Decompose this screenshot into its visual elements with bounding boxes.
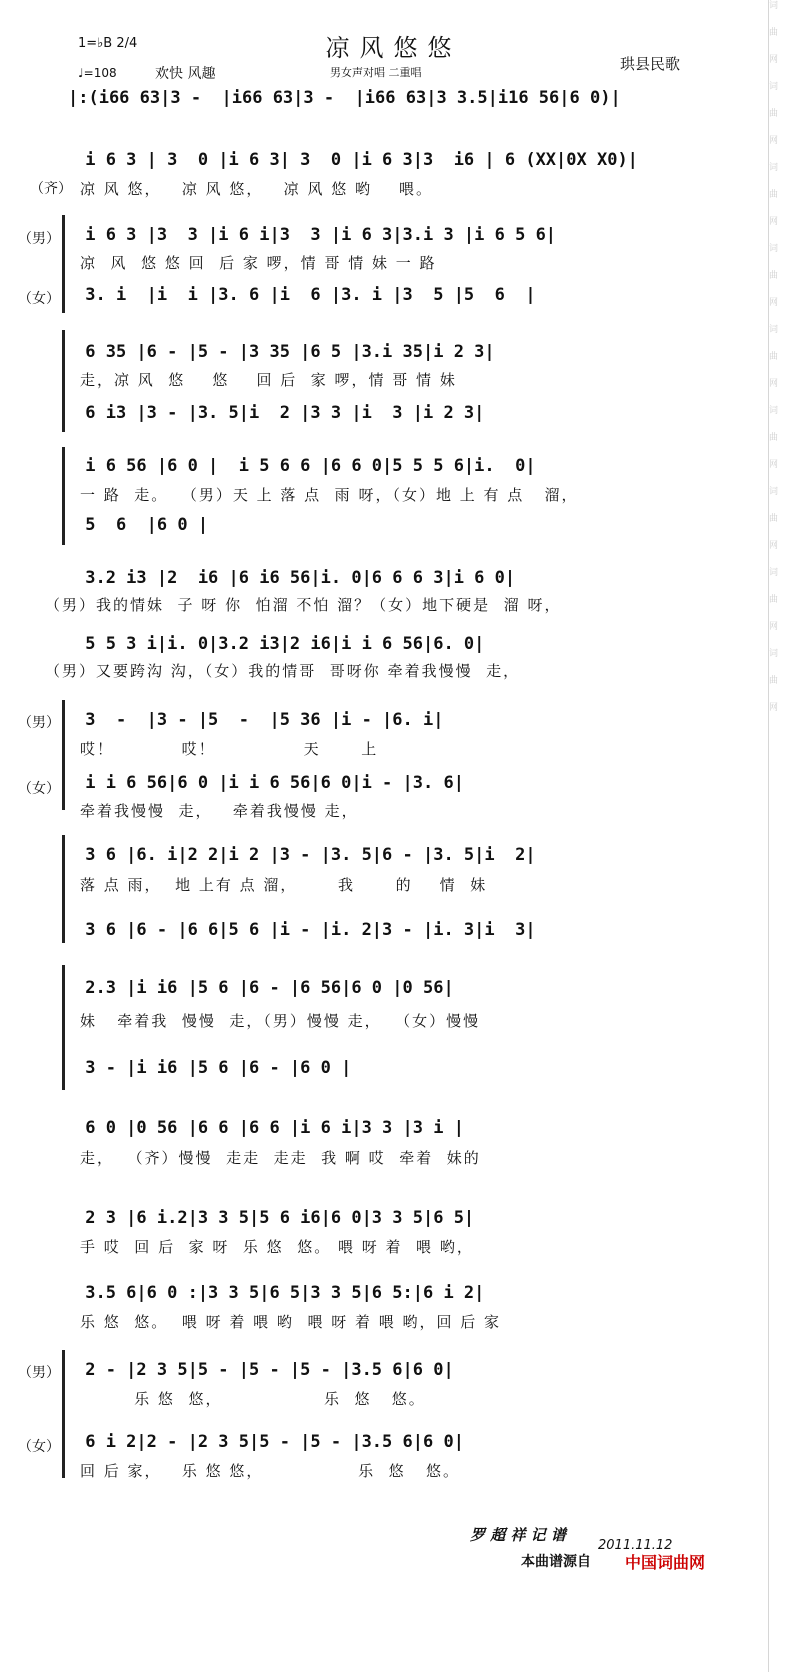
score-row-10-notes: 3 - |3 - |5 - |5 36 |i - |6. i|: [75, 710, 444, 730]
score-row-16-lyrics: 走， （齐）慢慢 走走 走走 我 啊 哎 牵着 妹的: [80, 1149, 481, 1167]
score-row-5-notes: 6 i3 |3 - |3. 5|i 2 |3 3 |i 3 |i 2 3|: [75, 403, 485, 423]
part-label-male: （男）: [18, 1365, 60, 1381]
score-row-6-lyrics: 一 路 走。 （男）天 上 落 点 雨 呀，（女）地 上 有 点 溜，: [80, 486, 579, 504]
score-row-18-lyrics: 乐 悠 悠。 喂 呀 着 喂 哟 喂 呀 着 喂 哟，回 后 家: [80, 1313, 502, 1331]
score-row-20-lyrics: 回 后 家， 乐 悠 悠， 乐 悠 悠。: [80, 1462, 460, 1480]
song-origin: 珙县民歌: [620, 55, 681, 73]
score-row-8-notes: 3.2 i3 |2 i6 |6 i6 56|i. 0|6 6 6 3|i 6 0|: [75, 568, 516, 588]
score-row-12-notes: 3 6 |6. i|2 2|i 2 |3 - |3. 5|6 - |3. 5|i 2|: [75, 845, 536, 865]
score-row-11-notes: i i 6 56|6 0 |i i 6 56|6 0|i - |3. 6|: [75, 773, 464, 793]
part-label-female: （女）: [18, 781, 60, 797]
score-row-14-lyrics: 妹 牵着我 慢慢 走，（男）慢慢 走， （女）慢慢: [80, 1012, 481, 1030]
score-row-2-lyrics: 凉 风 悠 悠 回 后 家 啰，情 哥 情 妹 一 路: [80, 254, 437, 272]
score-row-1-lyrics: 凉 风 悠， 凉 风 悠， 凉 风 悠 哟 喂。: [80, 180, 434, 198]
part-label-all: （齐）: [30, 181, 72, 197]
score-row-2-notes: i 6 3 |3 3 |i 6 i|3 3 |i 6 3|3.i 3 |i 6 5 6|: [75, 225, 557, 245]
system-brace-3: [62, 447, 65, 545]
source-label: 本曲谱源自: [521, 1554, 591, 1570]
score-row-9-notes: 5 5 3 i|i. 0|3.2 i3|2 i6|i i 6 56|6. 0|: [75, 634, 485, 654]
score-row-intro-notes: |:(i66 63|3 - |i66 63|3 - |i66 63|3 3.5|i16 56|6 0)|: [68, 88, 621, 108]
song-title: 凉风悠悠: [325, 34, 462, 62]
system-brace-6: [62, 965, 65, 1090]
performance-subtitle: 男女声对唱 二重唱: [330, 66, 422, 79]
system-brace-2: [62, 330, 65, 432]
key-signature: 1=♭B 2/4: [78, 36, 138, 51]
score-row-8-lyrics: （男）我的情妹 子 呀 你 怕溜 不怕 溜？（女）地下硬是 溜 呀，: [45, 596, 562, 614]
score-row-14-notes: 2.3 |i i6 |5 6 |6 - |6 56|6 0 |0 56|: [75, 978, 454, 998]
source-site-link[interactable]: 中国词曲网: [625, 1553, 706, 1572]
score-row-6-notes: i 6 56 |6 0 | i 5 6 6 |6 6 0|5 5 5 6|i. 0|: [75, 456, 536, 476]
score-row-17-notes: 2 3 |6 i.2|3 3 5|5 6 i6|6 0|3 3 5|6 5|: [75, 1208, 475, 1228]
part-label-male: （男）: [18, 231, 60, 247]
transcription-date: 2011.11.12: [598, 1538, 673, 1553]
part-label-female: （女）: [18, 291, 60, 307]
score-row-9-lyrics: （男）又要跨沟 沟，（女）我的情哥 哥呀你 牵着我慢慢 走，: [45, 662, 521, 680]
score-row-1-notes: i 6 3 | 3 0 |i 6 3| 3 0 |i 6 3|3 i6 | 6 (XX|0X X0)|: [75, 150, 638, 170]
score-row-12-lyrics: 落 点 雨， 地 上有 点 溜， 我 的 情 妹: [80, 876, 488, 894]
score-row-16-notes: 6 0 |0 56 |6 6 |6 6 |i 6 i|3 3 |3 i |: [75, 1118, 464, 1138]
score-row-11-lyrics: 牵着我慢慢 走， 牵着我慢慢 走，: [80, 802, 359, 820]
part-label-female: （女）: [18, 1439, 60, 1455]
score-row-15-notes: 3 - |i i6 |5 6 |6 - |6 0 |: [75, 1058, 352, 1078]
score-row-13-notes: 3 6 |6 - |6 6|5 6 |i - |i. 2|3 - |i. 3|i 3|: [75, 920, 536, 940]
score-row-10-lyrics: 哎！ 哎！ 天 上: [80, 740, 379, 758]
tempo-mark: ♩=108: [78, 66, 117, 80]
watermark-text: 词曲网词曲网词曲网词曲网词曲网词曲网词曲网词曲网词曲网: [767, 0, 777, 729]
score-row-18-notes: 3.5 6|6 0 :|3 3 5|6 5|3 3 5|6 5:|6 i 2|: [75, 1283, 485, 1303]
score-row-3-notes: 3. i |i i |3. 6 |i 6 |3. i |3 5 |5 6 |: [75, 285, 536, 305]
score-row-20-notes: 6 i 2|2 - |2 3 5|5 - |5 - |3.5 6|6 0|: [75, 1432, 464, 1452]
system-brace-1: [62, 215, 65, 313]
score-row-7-notes: 5 6 |6 0 |: [75, 515, 209, 535]
system-brace-7: [62, 1350, 65, 1478]
expression-mark: 欢快 风趣: [155, 66, 216, 82]
score-row-19-lyrics: 乐 悠 悠， 乐 悠 悠。: [80, 1390, 426, 1408]
score-row-19-notes: 2 - |2 3 5|5 - |5 - |5 - |3.5 6|6 0|: [75, 1360, 454, 1380]
transcriber-credit: 罗 超 祥 记 谱: [470, 1526, 566, 1544]
score-row-17-lyrics: 手 哎 回 后 家 呀 乐 悠 悠。 喂 呀 着 喂 哟，: [80, 1238, 474, 1256]
system-brace-5: [62, 835, 65, 943]
score-row-4-lyrics: 走，凉 风 悠 悠 回 后 家 啰，情 哥 情 妹: [80, 371, 457, 389]
part-label-male: （男）: [18, 715, 60, 731]
score-row-4-notes: 6 35 |6 - |5 - |3 35 |6 5 |3.i 35|i 2 3|: [75, 342, 495, 362]
system-brace-4: [62, 700, 65, 810]
